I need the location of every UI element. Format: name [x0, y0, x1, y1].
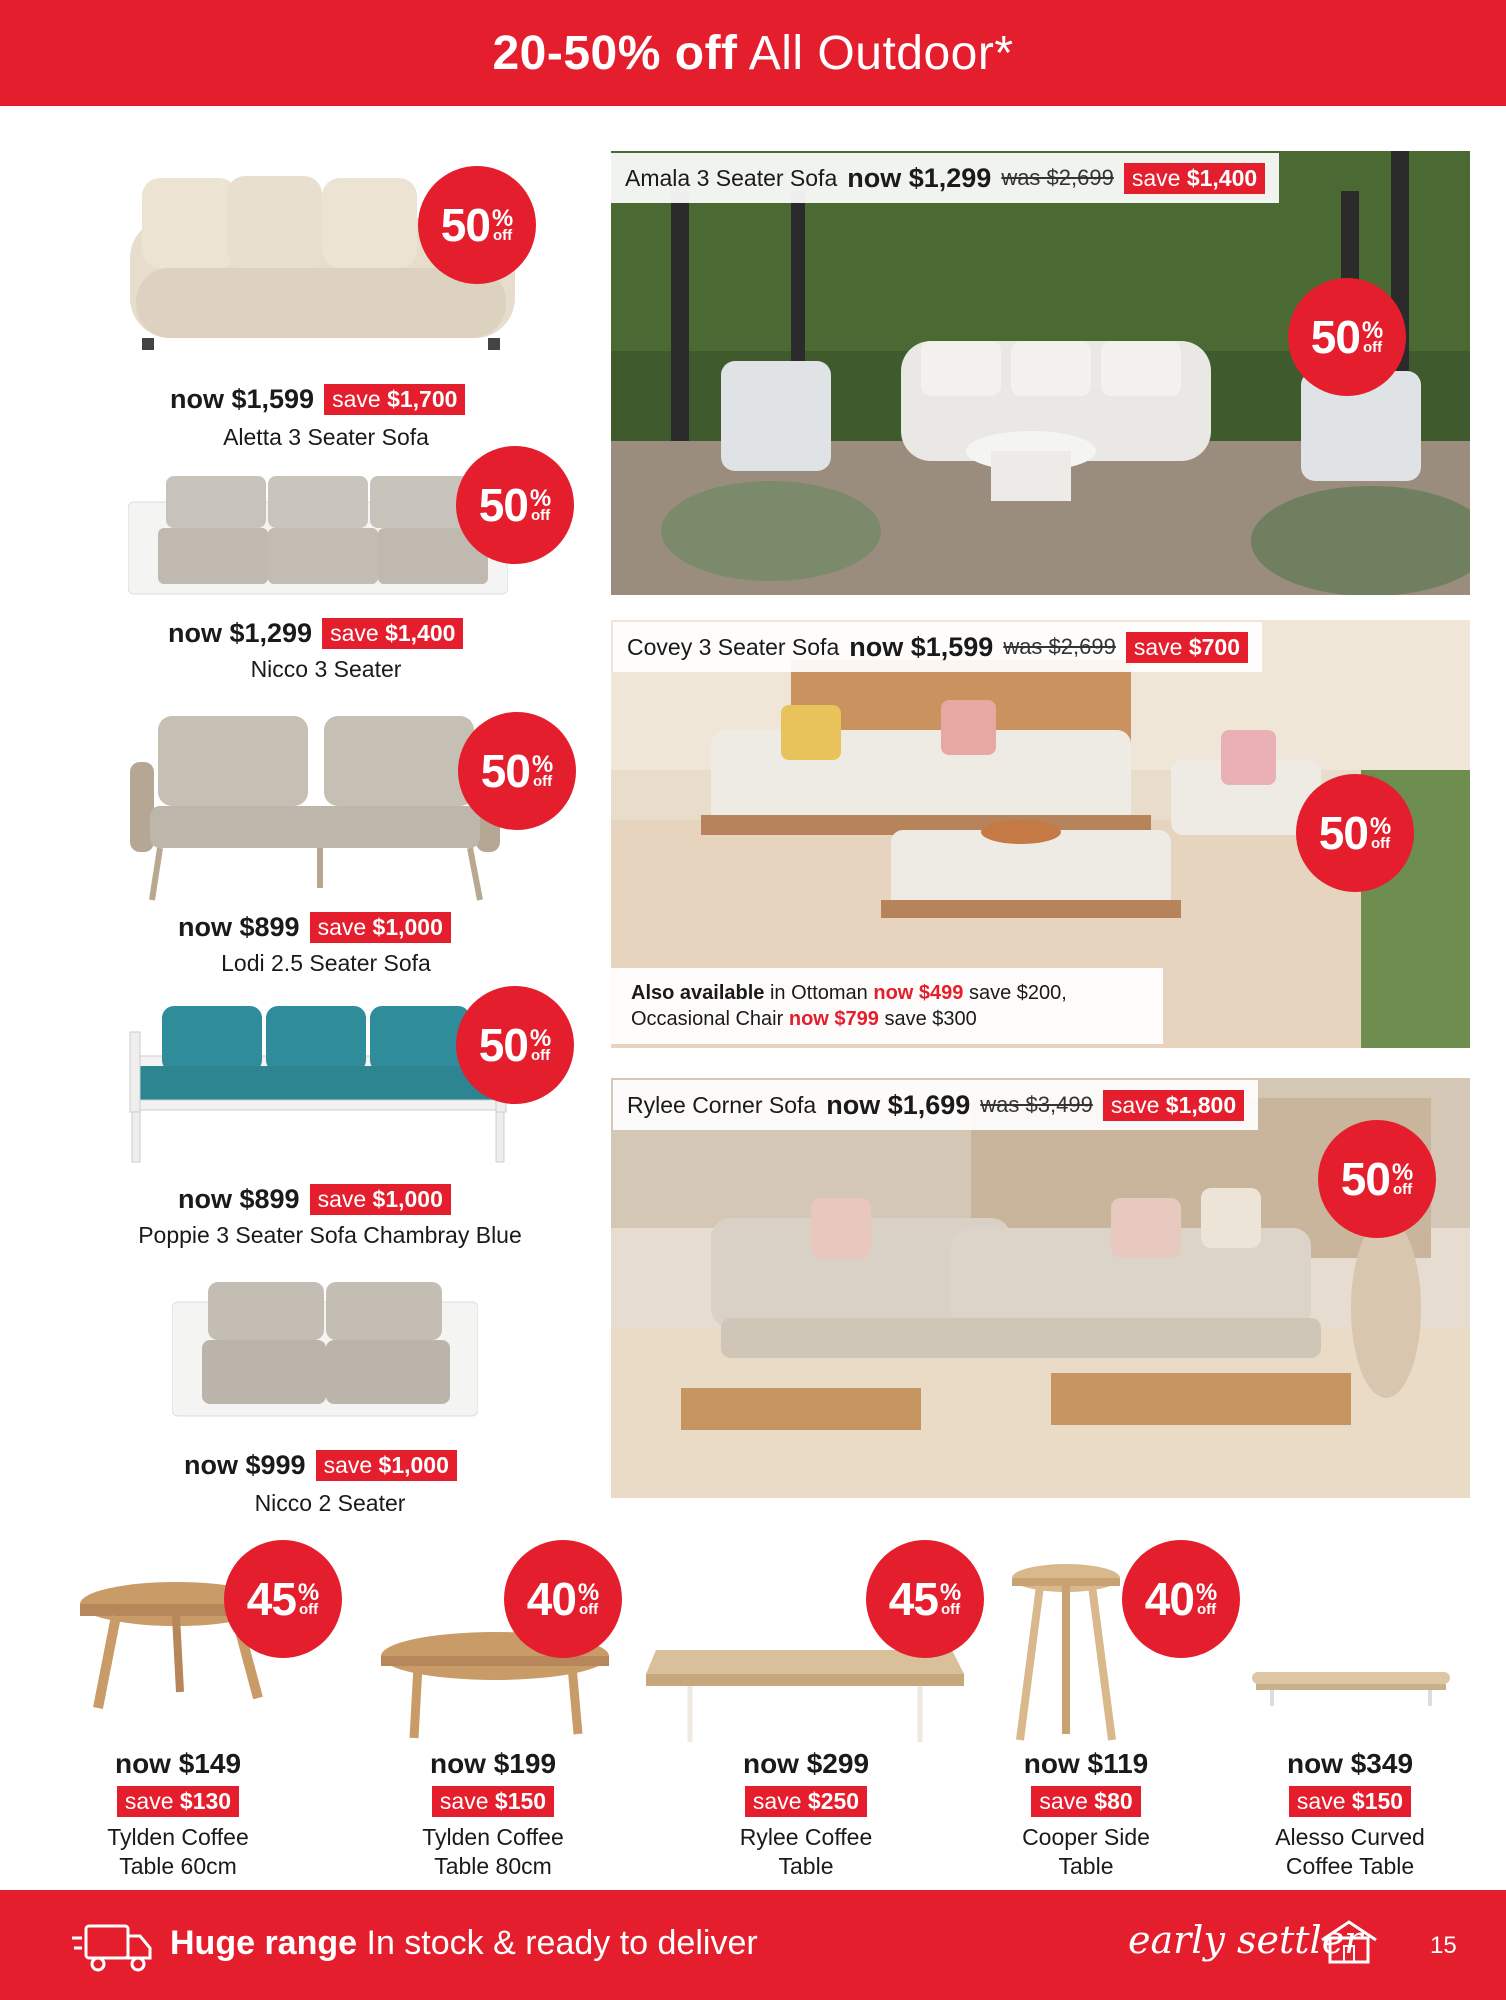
discount-badge: 50 % off — [418, 166, 536, 284]
save-tag: save $1,400 — [1124, 163, 1265, 194]
now-price: now $349 — [1286, 1748, 1414, 1779]
discount-badge: 50 % off — [458, 712, 576, 830]
page-number: 15 — [1430, 1932, 1457, 1959]
lodi-sofa-image — [130, 712, 510, 902]
house-logo-icon — [1318, 1918, 1380, 1964]
discount-badge: 40 % off — [504, 1540, 622, 1658]
now-price: now $899 — [178, 1184, 300, 1214]
now-price: now $1,599 — [849, 631, 994, 662]
discount-badge: 40 % off — [1122, 1540, 1240, 1658]
now-price: now $149 — [114, 1748, 242, 1779]
delivery-truck-icon — [72, 1920, 154, 1974]
brand-logo: early settler — [1128, 1918, 1363, 1962]
product-caption: Covey 3 Seater Sofa now $1,599 was $2,699 save $700 — [613, 622, 1262, 672]
product-name: Cooper Side Table — [1022, 1824, 1150, 1879]
now-price: now $1,299 — [168, 618, 313, 648]
save-tag: save $250 — [745, 1786, 867, 1817]
discount-badge: 50 % off — [456, 446, 574, 564]
was-price: was $2,699 — [1003, 634, 1116, 659]
save-tag: save $1,700 — [324, 384, 465, 415]
also-available-note: Also available in Ottoman now $499 save $200, Occasional Chair now $799 save $300 — [611, 968, 1163, 1044]
save-tag: save $1,000 — [310, 912, 451, 943]
product-name: Poppie 3 Seater Sofa Chambray Blue — [138, 1222, 522, 1248]
discount-badge: 50 % off — [1296, 774, 1414, 892]
save-tag: save $700 — [1126, 632, 1248, 663]
discount-badge: 50 % off — [1318, 1120, 1436, 1238]
product-name: Tylden Coffee Table 60cm — [107, 1824, 249, 1879]
save-tag: save $150 — [432, 1786, 554, 1817]
product-caption: Amala 3 Seater Sofa now $1,299 was $2,699 save $1,400 — [611, 153, 1279, 203]
save-tag: save $1,400 — [322, 618, 463, 649]
poppie-sofa-image — [126, 1000, 510, 1164]
header-banner — [0, 0, 1506, 106]
product-name: Alesso Curved Coffee Table — [1275, 1824, 1425, 1879]
footer-tagline: Huge range In stock & ready to deliver — [170, 1924, 758, 1962]
nicco-2-sofa-image — [172, 1278, 478, 1418]
product-name: Lodi 2.5 Seater Sofa — [221, 950, 431, 976]
page-headline: 20-50% off All Outdoor* — [492, 26, 1014, 80]
save-tag: save $1,000 — [316, 1450, 457, 1481]
product-name: Rylee Coffee Table — [739, 1824, 873, 1879]
now-price: now $199 — [429, 1748, 557, 1779]
product-caption: Rylee Corner Sofa now $1,699 was $3,499 save $1,800 — [613, 1080, 1258, 1130]
product-name: Aletta 3 Seater Sofa — [223, 424, 429, 450]
cooper-side-table-image — [1010, 1562, 1122, 1742]
alesso-curved-table-image — [1252, 1668, 1450, 1708]
now-price: now $899 — [178, 912, 300, 942]
rylee-coffee-table-image — [646, 1650, 964, 1744]
now-price: now $1,699 — [826, 1089, 971, 1120]
now-price: now $1,599 — [170, 384, 315, 414]
save-tag: save $130 — [117, 1786, 239, 1817]
now-price: now $999 — [184, 1450, 306, 1480]
product-name: Nicco 2 Seater — [254, 1490, 406, 1516]
discount-badge: 45 % off — [866, 1540, 984, 1658]
discount-badge: 45 % off — [224, 1540, 342, 1658]
footer-banner — [0, 1890, 1506, 2000]
discount-badge: 50 % off — [1288, 278, 1406, 396]
save-tag: save $150 — [1289, 1786, 1411, 1817]
save-tag: save $1,000 — [310, 1184, 451, 1215]
save-tag: save $1,800 — [1103, 1090, 1244, 1121]
now-price: now $119 — [1023, 1748, 1149, 1779]
product-name: Tylden Coffee Table 80cm — [422, 1824, 564, 1879]
now-price: now $1,299 — [847, 162, 992, 193]
now-price: now $299 — [742, 1748, 870, 1779]
nicco-3-sofa-image — [128, 472, 508, 602]
product-name: Nicco 3 Seater — [250, 656, 402, 682]
discount-badge: 50 % off — [456, 986, 574, 1104]
was-price: was $2,699 — [1001, 165, 1114, 190]
was-price: was $3,499 — [980, 1092, 1093, 1117]
save-tag: save $80 — [1031, 1786, 1140, 1817]
